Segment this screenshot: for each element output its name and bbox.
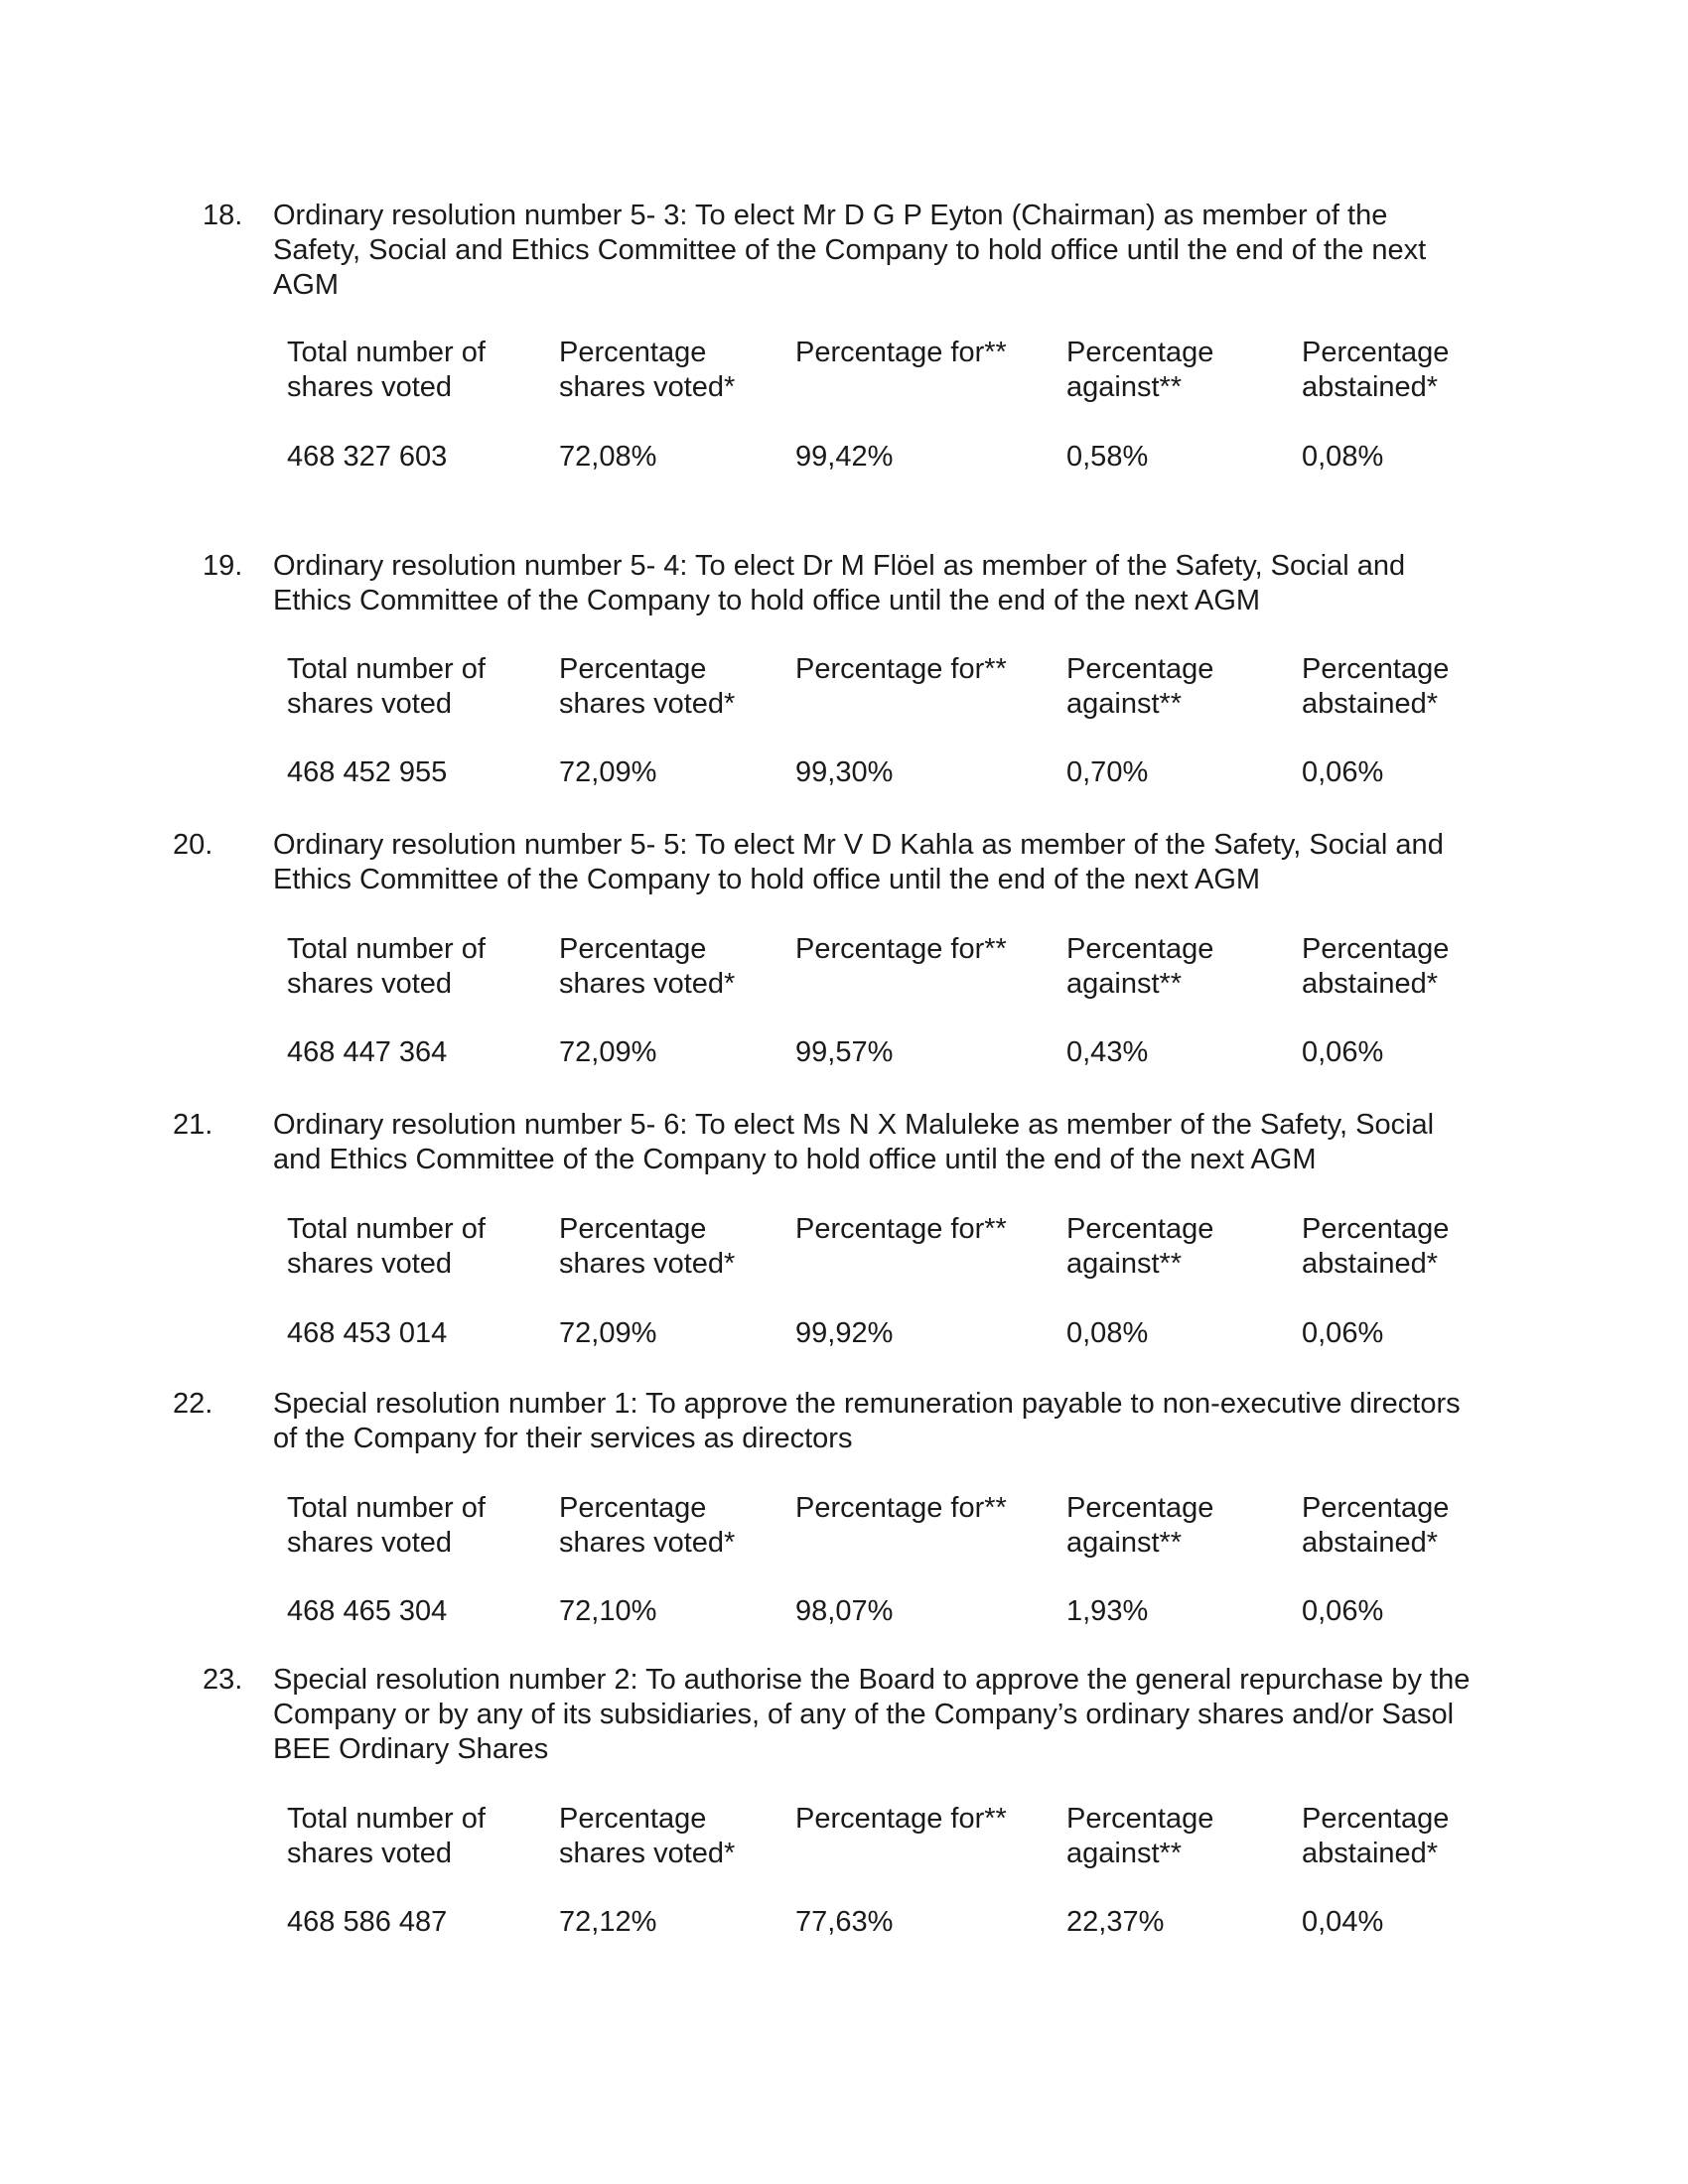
- header-percentage-abstained: Percentage abstained*: [1302, 337, 1450, 403]
- header-percentage-voted: Percentage shares voted*: [559, 1213, 736, 1280]
- resolution-title-line: Special resolution number 1: To approve the remuneration payable to non-executive directors: [273, 1388, 1461, 1420]
- value-percentage-against: 0,43%: [1066, 1036, 1149, 1068]
- value-total-shares: 468 452 955: [287, 756, 448, 788]
- resolution-title-line: Ordinary resolution number 5- 4: To elect Dr M Flöel as member of the Safety, Social and: [273, 550, 1406, 582]
- value-percentage-for: 98,07%: [795, 1595, 894, 1627]
- resolution-title-line: and Ethics Committee of the Company to hold office until the end of the next AGM: [273, 1144, 1317, 1175]
- header-percentage-voted: Percentage shares voted*: [559, 337, 736, 403]
- resolution-number: 22.: [173, 1388, 213, 1420]
- header-percentage-against: Percentage against**: [1066, 1213, 1214, 1280]
- value-percentage-voted: 72,09%: [559, 1317, 657, 1349]
- resolution-title: [273, 828, 1544, 897]
- value-percentage-voted: 72,08%: [559, 441, 657, 473]
- resolution-title: [273, 1108, 1544, 1177]
- header-percentage-for: Percentage for**: [795, 653, 1007, 685]
- resolution-title-line: Ethics Committee of the Company to hold office until the end of the next AGM: [273, 864, 1261, 895]
- header-percentage-for: Percentage for**: [795, 1492, 1007, 1524]
- resolution-title: [273, 199, 1544, 303]
- header-percentage-against: Percentage against**: [1066, 933, 1214, 1000]
- header-total-shares: Total number of shares voted: [287, 653, 486, 720]
- header-total-shares: Total number of shares voted: [287, 1213, 486, 1280]
- value-percentage-voted: 72,10%: [559, 1595, 657, 1627]
- resolution-title-line: Special resolution number 2: To authorise the Board to approve the general repurchase by the: [273, 1664, 1471, 1696]
- resolution-title-line: of the Company for their services as directors: [273, 1423, 853, 1454]
- value-percentage-against: 0,70%: [1066, 756, 1149, 788]
- header-total-shares: Total number of shares voted: [287, 337, 486, 403]
- resolution-title-line: Ethics Committee of the Company to hold office until the end of the next AGM: [273, 585, 1261, 616]
- header-percentage-for: Percentage for**: [795, 1803, 1007, 1835]
- header-percentage-for: Percentage for**: [795, 933, 1007, 965]
- header-percentage-for: Percentage for**: [795, 1213, 1007, 1245]
- value-percentage-against: 1,93%: [1066, 1595, 1149, 1627]
- value-total-shares: 468 453 014: [287, 1317, 448, 1349]
- value-percentage-abstained: 0,06%: [1302, 1317, 1384, 1349]
- value-percentage-for: 99,92%: [795, 1317, 894, 1349]
- value-percentage-abstained: 0,04%: [1302, 1906, 1384, 1938]
- resolution-title-line: Safety, Social and Ethics Committee of the Company to hold office until the end of the next: [273, 234, 1427, 266]
- value-total-shares: 468 447 364: [287, 1036, 448, 1068]
- header-percentage-voted: Percentage shares voted*: [559, 653, 736, 720]
- header-percentage-against: Percentage against**: [1066, 1803, 1214, 1869]
- value-percentage-for: 77,63%: [795, 1906, 894, 1938]
- resolution-title-line: Company or by any of its subsidiaries, of any of the Company’s ordinary shares and/or Sasol: [273, 1699, 1455, 1730]
- header-percentage-abstained: Percentage abstained*: [1302, 653, 1450, 720]
- value-percentage-against: 0,08%: [1066, 1317, 1149, 1349]
- value-percentage-voted: 72,09%: [559, 756, 657, 788]
- value-total-shares: 468 465 304: [287, 1595, 448, 1627]
- resolution-title-line: Ordinary resolution number 5- 5: To elect Mr V D Kahla as member of the Safety, Social and: [273, 829, 1444, 861]
- resolution-title: [273, 1387, 1544, 1456]
- header-percentage-voted: Percentage shares voted*: [559, 1803, 736, 1869]
- resolution-title-line: BEE Ordinary Shares: [273, 1733, 549, 1765]
- header-percentage-against: Percentage against**: [1066, 337, 1214, 403]
- resolution-title-line: AGM: [273, 269, 340, 301]
- header-percentage-abstained: Percentage abstained*: [1302, 1803, 1450, 1869]
- header-percentage-for: Percentage for**: [795, 337, 1007, 368]
- header-total-shares: Total number of shares voted: [287, 1492, 486, 1559]
- value-total-shares: 468 327 603: [287, 441, 448, 473]
- resolution-title-line: Ordinary resolution number 5- 6: To elect Ms N X Maluleke as member of the Safety, Social: [273, 1109, 1435, 1141]
- resolution-number: 21.: [173, 1109, 213, 1141]
- header-total-shares: Total number of shares voted: [287, 933, 486, 1000]
- value-percentage-voted: 72,12%: [559, 1906, 657, 1938]
- header-percentage-abstained: Percentage abstained*: [1302, 933, 1450, 1000]
- value-percentage-for: 99,30%: [795, 756, 894, 788]
- value-percentage-abstained: 0,06%: [1302, 1595, 1384, 1627]
- header-total-shares: Total number of shares voted: [287, 1803, 486, 1869]
- resolution-number: 18.: [203, 200, 243, 231]
- value-percentage-abstained: 0,06%: [1302, 1036, 1384, 1068]
- resolution-number: 20.: [173, 829, 213, 861]
- value-percentage-against: 22,37%: [1066, 1906, 1165, 1938]
- value-percentage-against: 0,58%: [1066, 441, 1149, 473]
- header-percentage-abstained: Percentage abstained*: [1302, 1213, 1450, 1280]
- resolution-title: [273, 549, 1544, 618]
- header-percentage-against: Percentage against**: [1066, 653, 1214, 720]
- resolution-title-line: Ordinary resolution number 5- 3: To elect Mr D G P Eyton (Chairman) as member of the: [273, 200, 1388, 231]
- header-percentage-voted: Percentage shares voted*: [559, 933, 736, 1000]
- value-percentage-for: 99,57%: [795, 1036, 894, 1068]
- value-total-shares: 468 586 487: [287, 1906, 448, 1938]
- resolution-number: 23.: [203, 1664, 243, 1696]
- resolution-title: [273, 1663, 1544, 1767]
- header-percentage-against: Percentage against**: [1066, 1492, 1214, 1559]
- header-percentage-voted: Percentage shares voted*: [559, 1492, 736, 1559]
- header-percentage-abstained: Percentage abstained*: [1302, 1492, 1450, 1559]
- value-percentage-voted: 72,09%: [559, 1036, 657, 1068]
- value-percentage-for: 99,42%: [795, 441, 894, 473]
- value-percentage-abstained: 0,06%: [1302, 756, 1384, 788]
- value-percentage-abstained: 0,08%: [1302, 441, 1384, 473]
- resolution-number: 19.: [203, 550, 243, 582]
